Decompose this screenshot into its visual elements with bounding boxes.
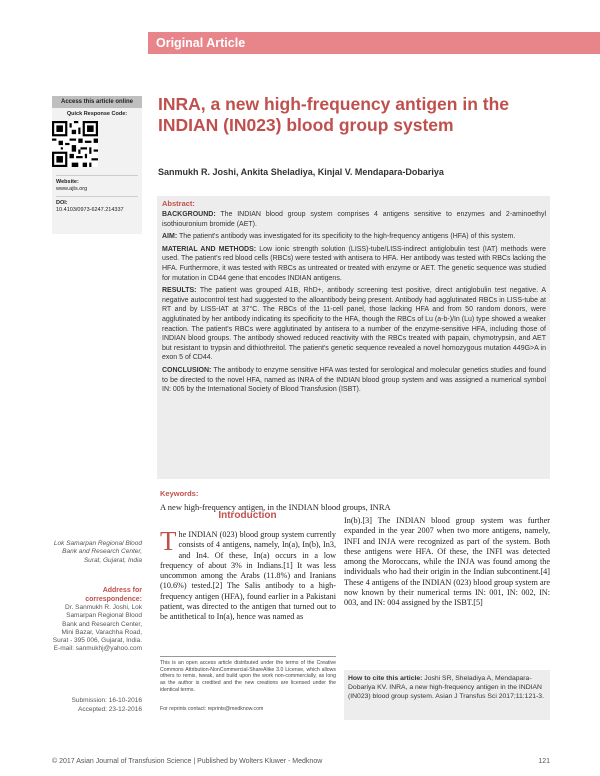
website-label: Website: (56, 179, 79, 185)
access-header: Access this article online (52, 96, 142, 108)
affiliation: Lok Samarpan Regional Blood Bank and Research Center, Surat, Gujarat, India (53, 540, 142, 564)
article-dates (52, 697, 142, 714)
footer-copyright: © 2017 Asian Journal of Transfusion Science | Published by Wolters Kluwer - Medknow (52, 758, 323, 765)
qr-label: Quick Response Code: (66, 111, 128, 117)
doi-value[interactable]: 10.4103/0973-6247.214337 (56, 207, 124, 213)
article-title: INRA, a new high-frequency antigen in the INDIAN (IN023) blood group system (158, 94, 509, 135)
correspondence-address: Dr. Sanmukh R. Joshi, Lok Samarpan Regional Blood Bank and Research Center, Mini Bazar, Varachha Road, Surat - 395 006, Gujarat, India. E-mail: sanmukhj@yahoo.com (52, 604, 142, 653)
article-type-banner: Original Article (148, 32, 600, 54)
access-online-box (52, 96, 142, 234)
introduction-heading: Introduction (218, 510, 277, 521)
page-number: 121 (538, 758, 550, 765)
abstract-aim: AIM: The patient's antibody was investigated for its specificity to the high-frequency antigens (HFA) of this system. (162, 233, 516, 241)
doi-label: DOI: (56, 200, 68, 206)
citation-label: How to cite this article: (348, 675, 423, 682)
reprints-contact: For reprints contact: reprints@medknow.com (160, 706, 264, 712)
page-footer (52, 758, 550, 765)
website-link[interactable]: www.ajts.org (56, 186, 88, 192)
intro-column-1: The INDIAN (023) blood group system currently consists of 4 antigens, namely, In(a), In(b), In3, and In4. Of these, In(a) occurs in a low frequency of about 3% in Indians.[1] It was less uncommon among the Arabs (11.8%) and Iranians (10.6%) tested.[2] The Salis antibody to a high-frequency antigen (HFA), found earlier in a Pakistani patient, was directed to the antigen that turned out to be antithetical to In(a), hence was named as (160, 526, 336, 622)
citation-text: Joshi SR, Sheladiya A, Mendapara-Dobariya KV. INRA, a new high-frequency antigen in the INDIAN (IN023) blood group system. Asian J Transfus Sci 2017;11:121-3. (348, 675, 544, 700)
author-list: Sanmukh R. Joshi, Ankita Sheladiya, Kinjal V. Mendapara-Dobariya (158, 167, 444, 177)
keywords-label: Keywords: (160, 489, 199, 498)
abstract-box (157, 196, 550, 479)
qr-code-icon[interactable] (52, 121, 98, 167)
submission-date: Submission: 16-10-2016 (71, 697, 142, 704)
abstract-background: BACKGROUND: The INDIAN blood group system comprises 4 antigens sensitive to enzymes and 2-aminoethyl isothiouronium bromide (AET). (162, 211, 546, 228)
keywords-text: A new high-frequency antigen, in the INDIAN blood groups, INRA (160, 502, 391, 512)
abstract-label: Abstract: (162, 199, 195, 208)
accepted-date: Accepted: 23-12-2016 (78, 705, 142, 713)
correspondence-label: Address for correspondence: (85, 587, 142, 603)
open-access-notice: This is an open access article distributed under the terms of the Creative Commons Attribution-NonCommercial-ShareAlike 3.0 License, which allows others to remix, tweak, and build upon the work non-commercially, as long as the author is credited and the new creations are licensed under the identical terms. (160, 656, 336, 694)
abstract-results: RESULTS: The patient was grouped A1B, RhD+, antibody screening test positive, direct antiglobulin test negative. A negative autocontrol test had suggested to the alloantibody being present. Antibody had agglutinated RBCs in LISS-tube at RT and by LISS-IAT at 37°C. The RBCs of the 11-cell panel, those lacking HFA and from 50 random donors, were agglutinated by her antibody indicating its specificity to the HFA, though the RBCs of Lu (a-b-)/In (Lu) type showed a weaker reaction. The patient's RBCs were agglutinated by antisera to a number of the enzyme-sensitive HFA, including those of INDIAN blood groups. The antibody showed reduced reactivity with the RBCs treated with papain, chymotrypsin, and AET but resistant to trypsin and dithiothreitol. The patient's genetic sequence revealed a novel homozygous mutation 449G>A in exon 5 of CD44. (162, 287, 546, 362)
citation-box (344, 670, 550, 720)
intro-column-2: In(b).[3] The INDIAN blood group system was further expanded in the year 2007 when two more antigens, namely, INFI and INJA were recognized as part of the system. Both these antigens were HFA. Of these, the INFI was detected among the Moroccans, while the INJA was found among the individuals who had their origin in the Indian subcontinent.[4] These 4 antigens of the INDIAN (023) blood group system are now known by their numerical terms IN: 001, IN: 002, IN: 003, and IN: 004 assigned by the ISBT.[5] (344, 516, 550, 608)
abstract-methods: MATERIAL AND METHODS: Low ionic strength solution (LISS)-tube/LISS-indirect antiglobulin test (IAT) methods were used. The patient's red blood cells (RBCs) were tested with antisera to HFA. Her antibody was tested with RBCs lacking the HFA. Furthermore, it was tested with RBCs as untreated or treated with enzyme or AET. The genetic sequence was studied for mutation in CD44 gene that encodes INDIAN antigens. (162, 245, 546, 282)
drop-cap: T (160, 526, 177, 556)
abstract-conclusion: CONCLUSION: The antibody to enzyme sensitive HFA was tested for serological and molecular genetics studies and found to be directed to the novel HFA, named as INRA of the INDIAN blood group system and was assigned a numerical symbol IN: 005 by the International Society of Blood Transfusion (ISBT). (162, 366, 546, 394)
